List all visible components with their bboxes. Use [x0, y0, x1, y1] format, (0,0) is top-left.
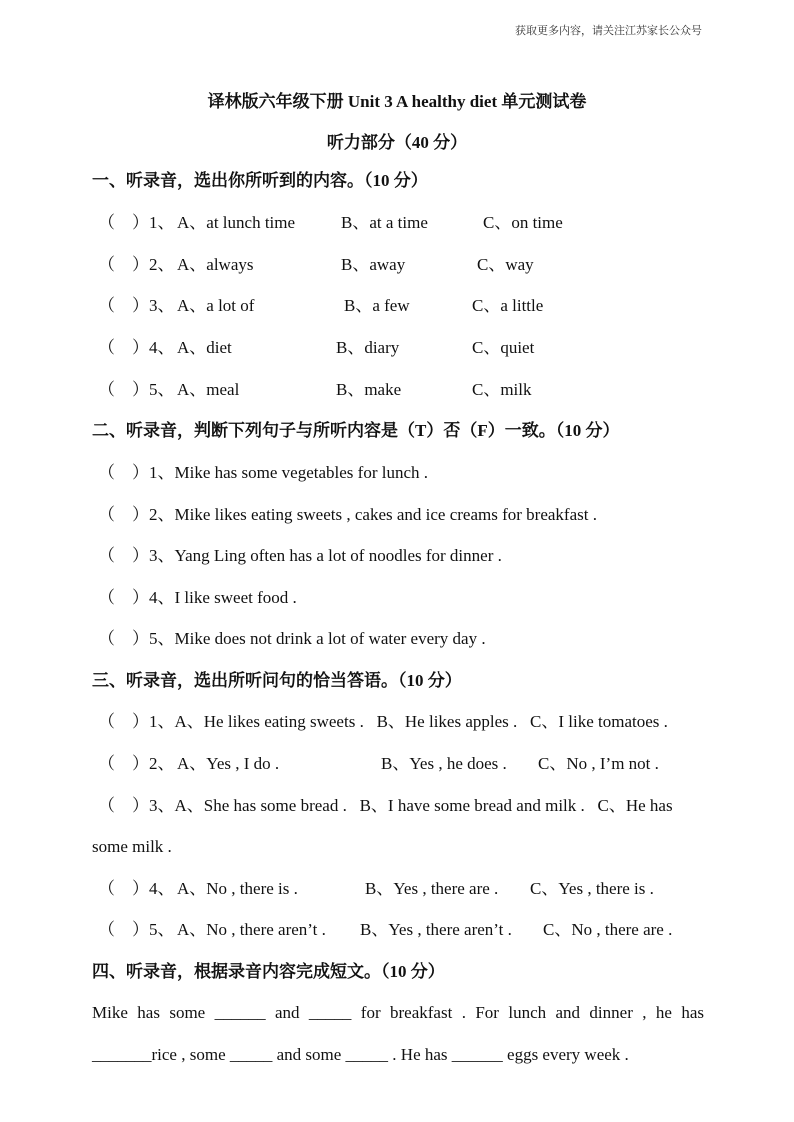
item-number: （ ）4、: [98, 338, 175, 357]
item-number: （ ）5、: [98, 380, 175, 399]
option-a: A、diet: [177, 338, 232, 357]
option-c: C、No , I’m not .: [538, 754, 659, 773]
section3-item-3-line1: （ ）3、A、She has some bread . B、I have some bread and milk . C、He has: [98, 796, 673, 815]
option-b: B、Yes , there aren’t .: [360, 920, 512, 939]
section3-item-1: （ ）1、A、He likes eating sweets . B、He likes apples . C、I like tomatoes .: [98, 712, 668, 731]
option-b: B、make: [336, 380, 402, 399]
option-b: B、a few: [344, 296, 410, 315]
item-number: （ ）5、: [98, 920, 175, 939]
section2-item-3: （ ）3、Yang Ling often has a lot of noodles for dinner .: [98, 546, 502, 565]
section4-heading: 四、听录音，根据录音内容完成短文。（10 分）: [92, 962, 445, 981]
item-number: （ ）4、: [98, 879, 175, 898]
section3-item-3-line2: some milk .: [92, 837, 172, 856]
option-c: C、Yes , there is .: [530, 879, 654, 898]
option-c: C、No , there are .: [543, 920, 673, 939]
option-b: B、diary: [336, 338, 400, 357]
option-c: C、way: [477, 255, 534, 274]
option-b: B、Yes , there are .: [365, 879, 499, 898]
page-subtitle: 听力部分（40 分）: [326, 133, 468, 152]
section2-item-1: （ ）1、Mike has some vegetables for lunch .: [98, 463, 429, 482]
section2-heading: 二、听录音，判断下列句子与所听内容是（T）否（F）一致。（10 分）: [92, 421, 620, 440]
option-b: B、away: [341, 255, 406, 274]
item-number: （ ）2、: [98, 255, 175, 274]
option-c: C、quiet: [472, 338, 535, 357]
option-a: A、No , there is .: [177, 879, 298, 898]
section2-item-4: （ ）4、I like sweet food .: [98, 588, 297, 607]
option-a: A、a lot of: [177, 296, 255, 315]
option-a: A、at lunch time: [177, 213, 296, 232]
option-c: C、milk: [472, 380, 532, 399]
option-a: A、Yes , I do .: [177, 754, 280, 773]
page-title: 译林版六年级下册 Unit 3 A healthy diet 单元测试卷: [207, 92, 587, 111]
option-b: B、at a time: [341, 213, 428, 232]
item-number: （ ）1、: [98, 213, 175, 232]
option-a: A、No , there aren’t .: [177, 920, 326, 939]
header-note: 获取更多内容，请关注江苏家长公众号: [515, 25, 702, 37]
option-a: A、meal: [177, 380, 240, 399]
section3-heading: 三、听录音，选出所听问句的恰当答语。（10 分）: [92, 671, 462, 690]
option-c: C、on time: [483, 213, 563, 232]
item-number: （ ）3、: [98, 296, 175, 315]
item-number: （ ）2、: [98, 754, 175, 773]
section1-heading: 一、听录音，选出你所听到的内容。（10 分）: [92, 171, 428, 190]
section2-item-2: （ ）2、Mike likes eating sweets , cakes and ice creams for breakfast .: [98, 505, 597, 524]
option-c: C、a little: [472, 296, 544, 315]
option-b: B、Yes , he does .: [381, 754, 507, 773]
option-a: A、always: [177, 255, 254, 274]
section4-passage: Mike has some ______ and _____ for breakfast . For lunch and dinner , he has _______rice , some _____ and some _____ . He has ______ eggs every week .: [92, 1003, 704, 1064]
section2-item-5: （ ）5、Mike does not drink a lot of water every day .: [98, 629, 486, 648]
